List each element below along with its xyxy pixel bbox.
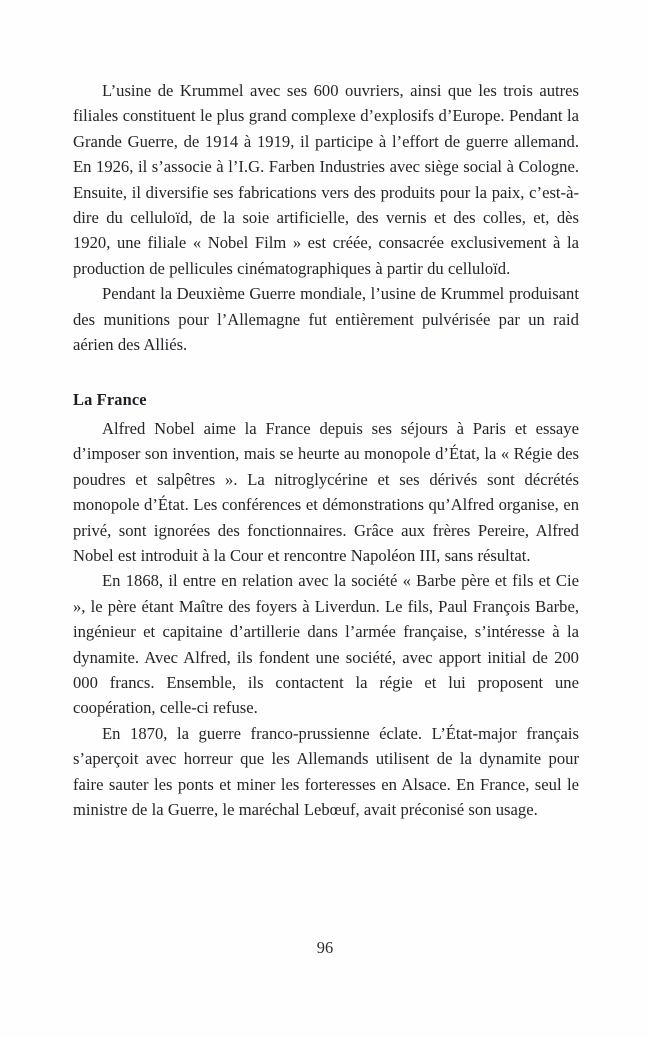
paragraph-1868-barbe-company: En 1868, il entre en relation avec la société « Barbe père et fils et Cie », le père étant Maître des foyers à Liverdun. Le fils, Paul François Barbe, ingénieur et capitaine d’artillerie dans l’armée française, s’intéresse à la dynamite. Avec Alfred, ils fondent une société, avec apport initial de 200 000 francs. Ensemble, ils contactent la régie et lui proposent une coopération, celle-ci refuse. [73,571,579,718]
page-text-body [73,78,579,822]
paragraph-1870-franco-prussian-war: En 1870, la guerre franco-prussienne éclate. L’État-major français s’aperçoit avec horreur que les Allemands utilisent de la dynamite pour faire sauter les ponts et miner les forteresses en Alsace. En France, seul le ministre de la Guerre, le maréchal Lebœuf, avait préconisé son usage. [73,723,579,819]
heading-spacer-above [73,357,579,387]
paragraph-second-world-war: Pendant la Deuxième Guerre mondiale, l’usine de Krummel produisant des munitions pour l’Allemagne fut entièrement pulvérisée par un raid aérien des Alliés. [73,284,579,355]
page-number: 96 [316,938,334,957]
section-heading-la-france: La France [73,390,147,410]
paragraph-nobel-france-monopoly: Alfred Nobel aime la France depuis ses séjours à Paris et essaye d’imposer son invention, mais se heurte au monopole d’État, la « Régie des poudres et salpêtres ». La nitroglycérine et ses dérivés sont décrétés monopole d’État. Les conférences et démonstrations qu’Alfred organise, en privé, sont ignorées des fonctionnaires. Grâce aux frères Pereire, Alfred Nobel est introduit à la Cour et rencontre Napoléon III, sans résultat. [73,418,579,565]
paragraph-krummel-factory: L’usine de Krummel avec ses 600 ouvriers, ainsi que les trois autres filiales constituent le plus grand complexe d’explosifs d’Europe. Pendant la Grande Guerre, de 1914 à 1919, il participe à l’effort de guerre allemand. En 1926, il s’associe à l’I.G. Farben Industries avec siège social à Cologne. Ensuite, il diversifie ses fabrications vers des produits pour la paix, c’est-à-dire du celluloïd, de la soie artificielle, des vernis et des colles, et, dès 1920, une filiale « Nobel Film » est créée, consacrée exclusivement à la production de pellicules cinématographiques à partir du celluloïd. [73,81,579,278]
